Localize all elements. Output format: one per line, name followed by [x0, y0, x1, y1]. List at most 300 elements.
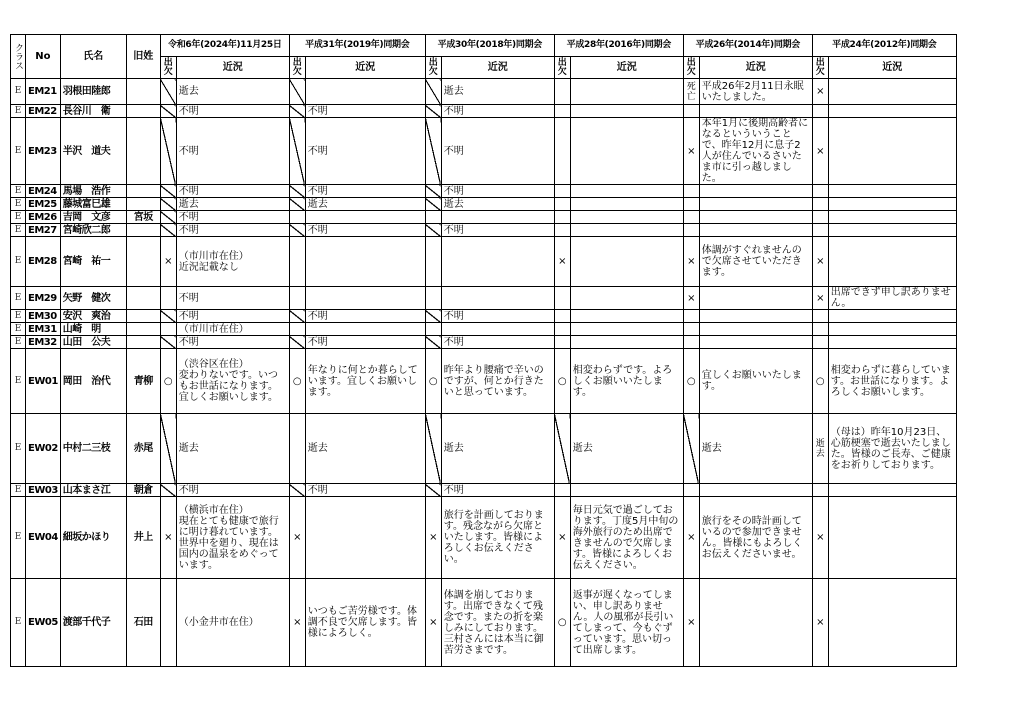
attendance-cell-slashed	[289, 224, 305, 237]
status-header: 近況	[570, 57, 683, 79]
status-cell	[828, 579, 956, 667]
attendance-cell	[289, 414, 305, 484]
status-cell	[828, 484, 956, 497]
status-cell: 不明	[176, 287, 289, 310]
attendance-cell	[554, 287, 570, 310]
status-cell	[828, 211, 956, 224]
status-cell	[828, 497, 956, 579]
class-cell: E	[11, 336, 26, 349]
member-name-cell: 宮崎欣二郎	[60, 224, 126, 237]
status-cell: 不明	[176, 105, 289, 118]
table-row	[11, 79, 957, 105]
status-cell	[441, 323, 554, 336]
status-cell: 年なりに何とか暮らしています。宜しくお願いします。	[305, 349, 425, 414]
attend-header: 出欠	[425, 57, 441, 79]
status-cell: 不明	[176, 211, 289, 224]
class-cell: E	[11, 414, 26, 484]
status-cell: （市川市在住） 近況記載なし	[176, 237, 289, 287]
status-cell: 返事が遅くなってしまい、申し訳ありません。人の風邪が長引いてしまって、今もぐずっています。思い切って出席します。	[570, 579, 683, 667]
maiden-name-cell	[126, 185, 160, 198]
attendance-cell	[554, 79, 570, 105]
attendance-cell-slashed	[160, 79, 176, 105]
year-header-2018: 平成30年(2018年)同期会	[425, 35, 554, 57]
status-cell: 不明	[176, 118, 289, 185]
maiden-name-cell: 朝倉	[126, 484, 160, 497]
table-row	[11, 224, 957, 237]
member-name-cell: 細坂かほり	[60, 497, 126, 579]
attendance-cell: ×	[812, 579, 828, 667]
status-cell	[699, 224, 812, 237]
status-cell	[699, 211, 812, 224]
status-cell	[699, 185, 812, 198]
status-cell	[828, 79, 956, 105]
status-cell: （横浜市在住） 現在とても健康で旅行に明け暮れています。世界中を廻り、現在は国内の温泉をめぐっています。	[176, 497, 289, 579]
attendance-cell-slashed	[160, 105, 176, 118]
attendance-cell: ○	[289, 349, 305, 414]
table-row	[11, 310, 957, 323]
status-cell: 不明	[176, 484, 289, 497]
attendance-cell	[812, 185, 828, 198]
attend-header: 出欠	[812, 57, 828, 79]
status-cell: 出席できず申し訳ありません。	[828, 287, 956, 310]
status-cell	[570, 118, 683, 185]
attendance-cell-slashed	[289, 198, 305, 211]
member-name-cell: 安沢 爽治	[60, 310, 126, 323]
attendance-cell: ×	[812, 79, 828, 105]
table-row	[11, 105, 957, 118]
attendance-cell: ○	[160, 349, 176, 414]
table-row	[11, 579, 957, 667]
status-cell	[305, 79, 425, 105]
table-row	[11, 349, 957, 414]
status-cell: 不明	[176, 336, 289, 349]
attendance-cell-slashed	[425, 105, 441, 118]
status-cell: 不明	[441, 224, 554, 237]
attendance-cell	[683, 310, 699, 323]
attendance-cell: ×	[683, 118, 699, 185]
attendance-cell	[160, 287, 176, 310]
status-cell	[828, 105, 956, 118]
maiden-name-cell	[126, 336, 160, 349]
maiden-name-cell	[126, 79, 160, 105]
year-header-2024: 令和6年(2024年)11月25日	[160, 35, 289, 57]
class-cell: E	[11, 349, 26, 414]
kyusei-header: 旧姓	[126, 35, 160, 79]
status-cell: 不明	[441, 336, 554, 349]
maiden-name-cell	[126, 323, 160, 336]
status-cell: 不明	[176, 185, 289, 198]
attendance-cell-slashed	[289, 336, 305, 349]
class-cell: E	[11, 579, 26, 667]
status-cell	[570, 287, 683, 310]
attendance-cell-slashed	[554, 414, 570, 484]
attendance-cell: ×	[160, 237, 176, 287]
attendance-cell	[683, 323, 699, 336]
attend-header: 出欠	[683, 57, 699, 79]
status-cell: 不明	[305, 336, 425, 349]
status-cell: 相変わらずです。よろしくお願いいたします。	[570, 349, 683, 414]
status-cell: 逝去	[570, 414, 683, 484]
attendance-cell	[425, 323, 441, 336]
member-name-cell: 矢野 健次	[60, 287, 126, 310]
member-name-cell: 吉岡 文彦	[60, 211, 126, 224]
status-cell: 不明	[305, 105, 425, 118]
status-cell: 逝去	[305, 414, 425, 484]
attendance-cell: ○	[812, 349, 828, 414]
status-cell: 逝去	[176, 79, 289, 105]
status-cell: 不明	[441, 310, 554, 323]
maiden-name-cell	[126, 118, 160, 185]
status-cell: 不明	[441, 105, 554, 118]
attendance-cell: ×	[812, 287, 828, 310]
class-cell: E	[11, 310, 26, 323]
status-cell: いつもご苦労様です。体調不良で欠席します。皆様によろしく。	[305, 579, 425, 667]
attendance-cell-slashed	[425, 414, 441, 484]
status-cell	[699, 336, 812, 349]
attendance-cell: ×	[425, 579, 441, 667]
status-cell	[305, 237, 425, 287]
attendance-cell: ×	[812, 497, 828, 579]
member-name-cell: 羽根田陸郎	[60, 79, 126, 105]
member-no-cell: EW04	[26, 497, 61, 579]
member-name-cell: 藤城富巳雄	[60, 198, 126, 211]
attendance-cell	[160, 579, 176, 667]
status-cell: 体調を崩しております。出席できなくて残念です。またの折を楽しみにしております。三村さんには本当に御苦労さまです。	[441, 579, 554, 667]
status-header: 近況	[699, 57, 812, 79]
maiden-name-cell	[126, 105, 160, 118]
attendance-cell-slashed	[160, 211, 176, 224]
status-cell	[570, 198, 683, 211]
attendance-cell-slashed	[160, 198, 176, 211]
table-row	[11, 237, 957, 287]
status-cell: 本年1月に後期高齢者になるといういうことで、昨年12月に息子2人が住んでいるさいたま市に引っ越しました。	[699, 118, 812, 185]
maiden-name-cell	[126, 310, 160, 323]
status-cell: 宜しくお願いいたします。	[699, 349, 812, 414]
attendance-cell	[554, 118, 570, 185]
status-cell: 逝去	[441, 198, 554, 211]
table-row	[11, 287, 957, 310]
table-row	[11, 484, 957, 497]
class-header: クラス	[11, 35, 26, 79]
status-cell	[828, 323, 956, 336]
attendance-cell	[683, 105, 699, 118]
attend-header: 出欠	[289, 57, 305, 79]
attendance-cell: ○	[683, 349, 699, 414]
attendance-cell	[554, 484, 570, 497]
status-cell: 不明	[441, 185, 554, 198]
status-cell: （小金井市在住）	[176, 579, 289, 667]
name-header: 氏名	[60, 35, 126, 79]
attendance-cell	[554, 211, 570, 224]
status-cell: 不明	[305, 310, 425, 323]
attendance-cell	[812, 336, 828, 349]
status-cell: 不明	[441, 118, 554, 185]
attendance-cell-slashed	[425, 118, 441, 185]
year-header-2014: 平成26年(2014年)同期会	[683, 35, 812, 57]
member-name-cell: 半沢 道夫	[60, 118, 126, 185]
maiden-name-cell: 井上	[126, 497, 160, 579]
maiden-name-cell	[126, 224, 160, 237]
status-cell: 逝去	[176, 198, 289, 211]
year-header-2019: 平成31年(2019年)同期会	[289, 35, 425, 57]
status-header: 近況	[305, 57, 425, 79]
status-cell: 不明	[176, 310, 289, 323]
attendance-cell-slashed	[425, 198, 441, 211]
member-no-cell: EM30	[26, 310, 61, 323]
maiden-name-cell: 赤尾	[126, 414, 160, 484]
status-cell: 昨年より腰痛で辛いのですが、何とか行きたいと思っています。	[441, 349, 554, 414]
class-cell: E	[11, 185, 26, 198]
attendance-cell	[554, 185, 570, 198]
member-no-cell: EM22	[26, 105, 61, 118]
status-cell: （渋谷区在住） 変わりないです。いつもお世話になります。宜しくお願いします。	[176, 349, 289, 414]
attendance-cell: ×	[554, 497, 570, 579]
attendance-cell: ×	[554, 237, 570, 287]
member-name-cell: 宮崎 祐一	[60, 237, 126, 287]
status-cell	[570, 185, 683, 198]
status-cell: 不明	[441, 484, 554, 497]
class-cell: E	[11, 198, 26, 211]
status-cell: 体調がすぐれませんので欠席させていただきます。	[699, 237, 812, 287]
attendance-cell-slashed	[289, 310, 305, 323]
member-no-cell: EW02	[26, 414, 61, 484]
status-cell: 毎日元気で過ごしております。丁度5月中旬の海外旅行のため出席できませんので欠席します。皆様によろしくお伝えください。	[570, 497, 683, 579]
attendance-cell-slashed	[160, 224, 176, 237]
status-header: 近況	[176, 57, 289, 79]
attendance-cell	[554, 105, 570, 118]
attendance-cell	[425, 237, 441, 287]
status-cell	[570, 224, 683, 237]
status-cell	[828, 118, 956, 185]
roster-table-wrapper	[10, 34, 957, 667]
attend-header: 出欠	[160, 57, 176, 79]
status-cell	[441, 237, 554, 287]
status-cell: 逝去	[305, 198, 425, 211]
attendance-cell-slashed	[425, 224, 441, 237]
attendance-cell	[554, 198, 570, 211]
status-cell	[570, 79, 683, 105]
member-name-cell: 山崎 明	[60, 323, 126, 336]
attendance-cell-slashed	[160, 336, 176, 349]
attendance-cell: ×	[812, 237, 828, 287]
attendance-cell-slashed	[160, 185, 176, 198]
status-cell	[570, 211, 683, 224]
member-no-cell: EM28	[26, 237, 61, 287]
member-no-cell: EM21	[26, 79, 61, 105]
attendance-cell-slashed	[425, 336, 441, 349]
attendance-cell: ○	[554, 579, 570, 667]
member-name-cell: 山田 公夫	[60, 336, 126, 349]
attendance-cell	[289, 323, 305, 336]
maiden-name-cell	[126, 287, 160, 310]
attendance-cell: ○	[425, 349, 441, 414]
attendance-cell-slashed	[160, 118, 176, 185]
attendance-cell	[289, 211, 305, 224]
status-cell	[441, 211, 554, 224]
status-cell	[828, 185, 956, 198]
attendance-cell	[812, 211, 828, 224]
status-cell	[570, 237, 683, 287]
status-cell	[699, 198, 812, 211]
attendance-cell	[683, 211, 699, 224]
member-name-cell: 馬場 浩作	[60, 185, 126, 198]
attendance-cell	[812, 310, 828, 323]
status-cell: 逝去	[176, 414, 289, 484]
maiden-name-cell	[126, 237, 160, 287]
status-cell	[828, 310, 956, 323]
status-cell	[305, 323, 425, 336]
year-header-2012: 平成24年(2012年)同期会	[812, 35, 956, 57]
member-name-cell: 長谷川 衛	[60, 105, 126, 118]
status-cell: 不明	[305, 185, 425, 198]
attendance-cell-slashed	[683, 414, 699, 484]
attendance-cell: ×	[160, 497, 176, 579]
attendance-cell: ×	[812, 118, 828, 185]
attendance-cell	[812, 224, 828, 237]
status-cell: 不明	[305, 118, 425, 185]
member-no-cell: EM31	[26, 323, 61, 336]
table-row	[11, 198, 957, 211]
status-cell	[699, 323, 812, 336]
maiden-name-cell: 宮坂	[126, 211, 160, 224]
status-cell	[570, 310, 683, 323]
class-cell: E	[11, 287, 26, 310]
status-cell: 旅行をその時計画しているので参加できません。皆様にもよろしくお伝えくださいませ。	[699, 497, 812, 579]
attendance-cell: ×	[683, 287, 699, 310]
member-name-cell: 渡部千代子	[60, 579, 126, 667]
status-cell	[305, 287, 425, 310]
attendance-cell: 逝去	[812, 414, 828, 484]
status-cell: 不明	[305, 224, 425, 237]
attendance-cell-slashed	[425, 310, 441, 323]
status-cell: （市川市在住）	[176, 323, 289, 336]
status-cell	[828, 224, 956, 237]
member-no-cell: EM27	[26, 224, 61, 237]
member-name-cell: 山本まさ江	[60, 484, 126, 497]
member-no-cell: EM32	[26, 336, 61, 349]
attendance-cell	[554, 310, 570, 323]
status-cell: 逝去	[699, 414, 812, 484]
attendance-cell: ○	[554, 349, 570, 414]
class-cell: E	[11, 79, 26, 105]
class-cell: E	[11, 237, 26, 287]
attendance-cell	[683, 336, 699, 349]
status-cell: （母は）昨年10月23日、心筋梗塞で逝去いたしました。皆様のご長寿、ご健康をお祈りしております。	[828, 414, 956, 484]
status-cell	[570, 484, 683, 497]
attendance-cell	[554, 323, 570, 336]
attendance-cell	[812, 198, 828, 211]
member-no-cell: EM26	[26, 211, 61, 224]
status-cell	[699, 484, 812, 497]
attendance-cell-slashed	[425, 484, 441, 497]
attendance-cell	[160, 323, 176, 336]
status-cell	[699, 105, 812, 118]
table-row	[11, 497, 957, 579]
status-cell	[828, 198, 956, 211]
maiden-name-cell: 青柳	[126, 349, 160, 414]
class-cell: E	[11, 211, 26, 224]
attendance-cell-slashed	[425, 185, 441, 198]
class-cell: E	[11, 224, 26, 237]
status-cell	[699, 310, 812, 323]
class-cell: E	[11, 484, 26, 497]
attendance-cell-slashed	[289, 185, 305, 198]
member-no-cell: EW05	[26, 579, 61, 667]
status-cell: 旅行を計画しております。残念ながら欠席といたします。皆様によろしくお伝えください。	[441, 497, 554, 579]
member-name-cell: 中村二三枝	[60, 414, 126, 484]
status-cell	[570, 105, 683, 118]
status-cell: 逝去	[441, 414, 554, 484]
class-cell: E	[11, 105, 26, 118]
table-row	[11, 323, 957, 336]
maiden-name-cell: 石田	[126, 579, 160, 667]
attendance-cell-slashed	[160, 310, 176, 323]
table-row	[11, 336, 957, 349]
status-header: 近況	[441, 57, 554, 79]
attendance-cell-slashed	[289, 118, 305, 185]
status-cell	[305, 497, 425, 579]
status-cell	[828, 237, 956, 287]
status-cell: 相変わらずに暮らしています。お世話になります。よろしくお願いします。	[828, 349, 956, 414]
status-cell	[441, 287, 554, 310]
table-row	[11, 118, 957, 185]
attendance-cell	[812, 484, 828, 497]
reunion-roster-table	[10, 34, 957, 667]
year-header-2016: 平成28年(2016年)同期会	[554, 35, 683, 57]
status-cell	[570, 336, 683, 349]
member-no-cell: EM23	[26, 118, 61, 185]
attendance-cell	[683, 484, 699, 497]
attendance-cell	[554, 336, 570, 349]
attendance-cell-slashed	[160, 484, 176, 497]
status-cell: 不明	[176, 224, 289, 237]
member-no-cell: EM24	[26, 185, 61, 198]
member-no-cell: EW03	[26, 484, 61, 497]
attendance-cell	[289, 287, 305, 310]
table-row	[11, 211, 957, 224]
table-row	[11, 414, 957, 484]
maiden-name-cell	[126, 198, 160, 211]
attendance-cell: ×	[683, 579, 699, 667]
attendance-cell-slashed	[289, 105, 305, 118]
attendance-cell	[683, 185, 699, 198]
attendance-cell: ×	[289, 579, 305, 667]
member-no-cell: EM29	[26, 287, 61, 310]
status-header: 近況	[828, 57, 956, 79]
no-header: No	[26, 35, 61, 79]
status-cell: 平成26年2月11日永眠いたしました。	[699, 79, 812, 105]
attendance-cell	[425, 211, 441, 224]
status-cell	[828, 336, 956, 349]
attendance-cell-slashed	[425, 79, 441, 105]
attend-header: 出欠	[554, 57, 570, 79]
attendance-cell: 死亡	[683, 79, 699, 105]
attendance-cell: ×	[289, 497, 305, 579]
status-cell	[570, 323, 683, 336]
attendance-cell	[425, 287, 441, 310]
attendance-cell	[683, 224, 699, 237]
attendance-cell	[554, 224, 570, 237]
attendance-cell: ×	[683, 237, 699, 287]
attendance-cell-slashed	[289, 79, 305, 105]
status-cell: 不明	[305, 484, 425, 497]
status-cell	[699, 287, 812, 310]
attendance-cell	[812, 105, 828, 118]
class-cell: E	[11, 323, 26, 336]
attendance-cell-slashed	[289, 484, 305, 497]
member-no-cell: EM25	[26, 198, 61, 211]
member-name-cell: 岡田 治代	[60, 349, 126, 414]
